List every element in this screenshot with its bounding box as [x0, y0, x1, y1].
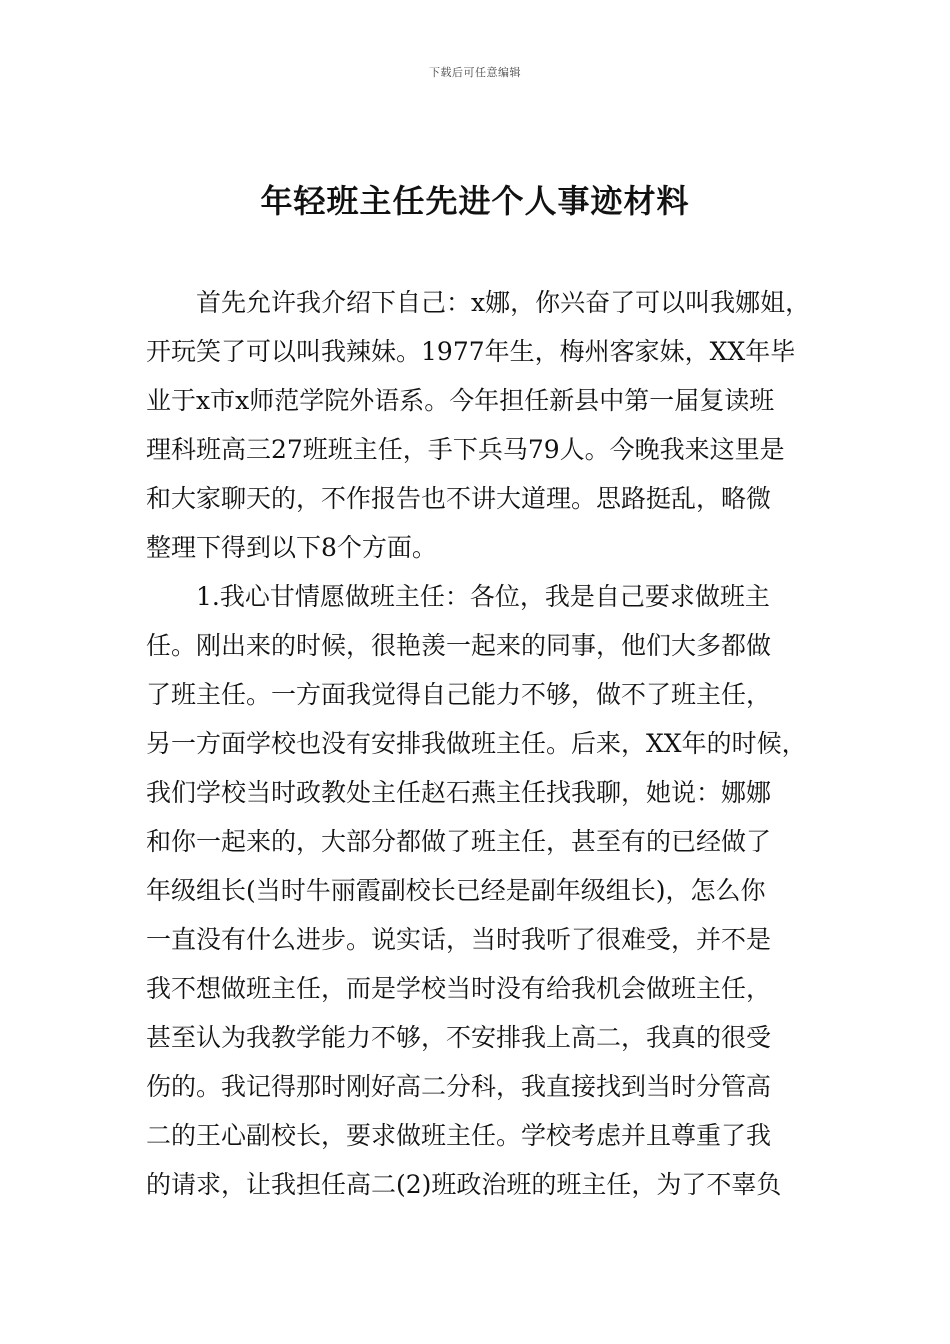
body-line: 任。刚出来的时候，很艳羡一起来的同事，他们大多都做 — [146, 631, 772, 660]
body-line: 一直没有什么进步。说实话，当时我听了很难受，并不是 — [146, 925, 772, 954]
body-line: 开玩笑了可以叫我辣妹。1977年生，梅州客家妹，XX年毕 — [146, 337, 796, 366]
body-line: 和你一起来的，大部分都做了班主任，甚至有的已经做了 — [146, 827, 772, 856]
body-line: 二的王心副校长，要求做班主任。学校考虑并且尊重了我 — [146, 1121, 772, 1150]
document-title: 年轻班主任先进个人事迹材料 — [260, 182, 690, 220]
body-line: 年级组长(当时牛丽霞副校长已经是副年级组长)，怎么你 — [146, 876, 766, 905]
body-line: 1.我心甘情愿做班主任：各位，我是自己要求做班主 — [146, 582, 770, 611]
body-line: 了班主任。一方面我觉得自己能力不够，做不了班主任， — [146, 680, 772, 709]
body-line: 理科班高三27班班主任，手下兵马79人。今晚我来这里是 — [146, 435, 785, 464]
body-line: 和大家聊天的，不作报告也不讲大道理。思路挺乱，略微 — [146, 484, 772, 513]
body-line: 首先允许我介绍下自己：x娜，你兴奋了可以叫我娜姐， — [146, 288, 811, 317]
body-line: 我不想做班主任，而是学校当时没有给我机会做班主任， — [146, 974, 772, 1003]
body-line: 另一方面学校也没有安排我做班主任。后来，XX年的时候， — [146, 729, 807, 758]
header-note: 下载后可任意编辑 — [429, 66, 521, 79]
body-line: 甚至认为我教学能力不够，不安排我上高二，我真的很受 — [146, 1023, 772, 1052]
body-line: 伤的。我记得那时刚好高二分科，我直接找到当时分管高 — [146, 1072, 772, 1101]
body-line: 的请求，让我担任高二(2)班政治班的班主任，为了不辜负 — [146, 1170, 782, 1199]
body-line: 业于x市x师范学院外语系。今年担任新县中第一届复读班 — [146, 386, 775, 415]
body-line: 我们学校当时政教处主任赵石燕主任找我聊，她说：娜娜 — [146, 778, 772, 807]
body-line: 整理下得到以下8个方面。 — [146, 533, 437, 562]
